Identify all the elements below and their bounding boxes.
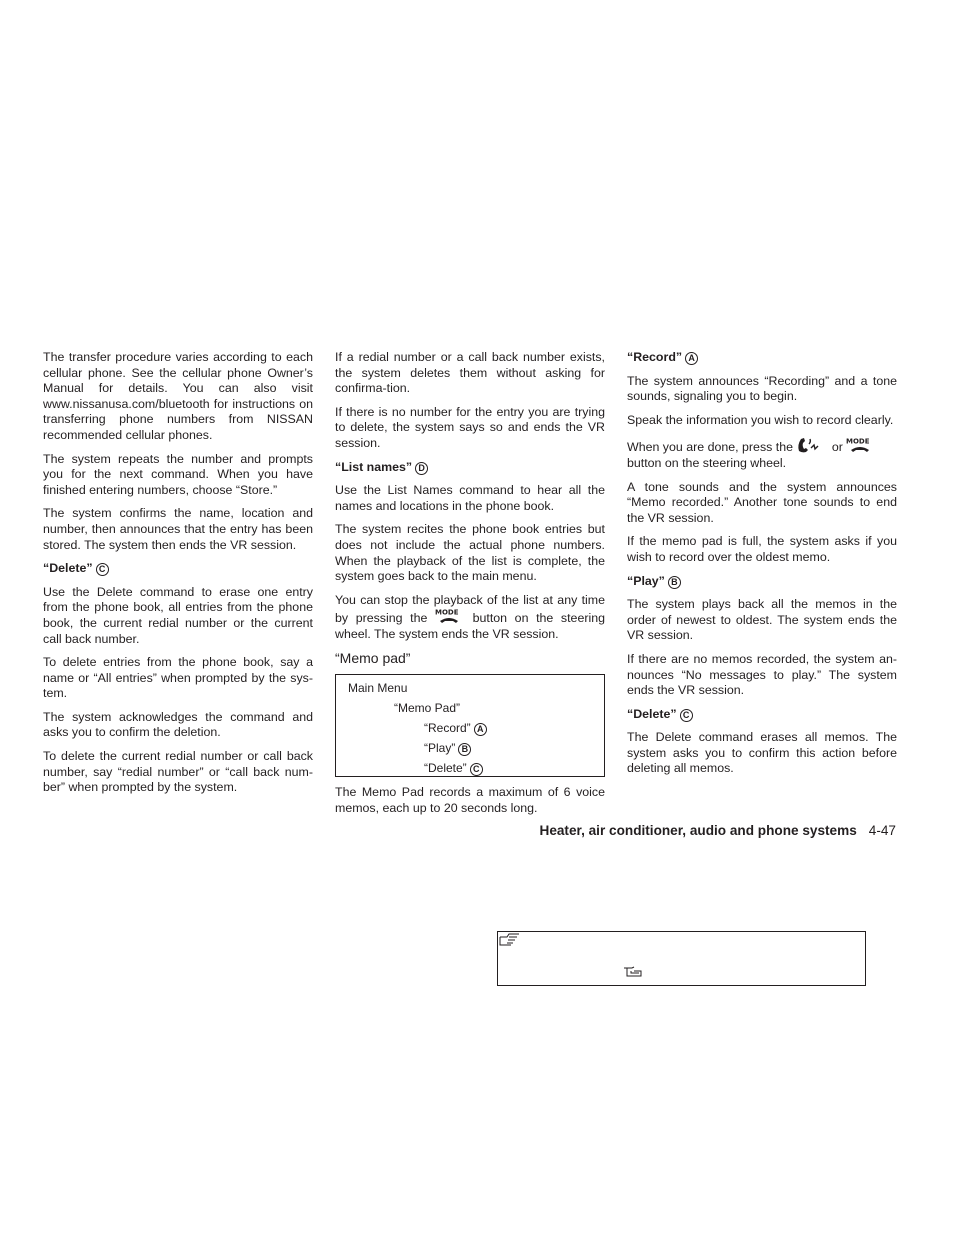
delete-redial-paragraph: To delete the current redial number or call back number, say “redial number” or “call back num-ber” when prompted by the system.	[43, 749, 313, 795]
memo-pad-title: “Memo pad”	[335, 649, 411, 666]
menu-play-label: “Play”	[424, 741, 456, 756]
list-names-heading	[335, 460, 605, 476]
memo-full-paragraph: If the memo pad is full, the system asks if you wish to record over the oldest memo.	[627, 534, 897, 564]
list-names-paragraph: Use the List Names command to hear all the names and locations in the phone book.	[335, 483, 605, 513]
mode-phone-button-icon	[435, 608, 465, 624]
delete-memo-heading-text: “Delete”	[627, 706, 677, 721]
press-button-or: or	[831, 440, 843, 455]
play-heading-text: “Play”	[627, 573, 665, 588]
pointing-hand-icon	[623, 966, 643, 978]
column-right	[627, 350, 897, 785]
menu-record	[348, 718, 604, 738]
press-button-text-b: button on the steering wheel.	[627, 455, 787, 470]
press-button-text-a: When you are done, press the	[627, 440, 793, 455]
menu-main: Main Menu	[348, 681, 408, 696]
page-footer	[400, 822, 896, 840]
delete-heading	[43, 561, 313, 577]
playback-paragraph: The system plays back all the memos in the order of newest to oldest. The system ends the VR session.	[627, 597, 897, 643]
delete-memos-paragraph: The Delete command erases all memos. The system asks you to confirm this action before deleting all memos.	[627, 730, 897, 776]
delete-command-paragraph: Use the Delete command to erase one entry from the phone book, all entries from the phone book, the current redial number or the current call back number.	[43, 584, 313, 646]
menu-play	[348, 738, 604, 758]
marker-a-icon: A	[685, 352, 698, 365]
column-left	[43, 350, 313, 804]
recording-paragraph: The system announces “Recording” and a tone sounds, signaling you to begin.	[627, 373, 897, 404]
no-number-paragraph: If there is no number for the entry you are trying to delete, the system says so and ends the VR session.	[335, 404, 605, 450]
stop-playback-text-b: button on the steering wheel. The system ends the VR session.	[335, 611, 605, 641]
delete-memo-heading	[627, 707, 897, 723]
pointing-hand-icon	[499, 933, 521, 947]
page-number: 4-47	[868, 823, 896, 838]
svg-text:MODE: MODE	[846, 437, 870, 446]
record-heading-text: “Record”	[627, 350, 683, 364]
marker-b-icon: B	[458, 743, 471, 756]
talk-phone-button-icon	[796, 436, 820, 454]
marker-c-icon: C	[680, 709, 693, 722]
delete-heading-text: “Delete”	[43, 561, 93, 576]
marker-d-icon: D	[415, 462, 428, 475]
record-heading	[627, 350, 897, 366]
menu-delete-label: “Delete”	[424, 761, 467, 776]
menu-delete	[348, 758, 604, 778]
recite-paragraph: The system recites the phone book entries but does not include the actual phone numbers. When the playback of the list is complete, the system goes back to the main menu.	[335, 522, 605, 584]
svg-text:MODE: MODE	[435, 608, 459, 617]
play-heading	[627, 574, 897, 590]
no-memos-paragraph: If there are no memos recorded, the system an-nounces “No messages to play.” The system ends the VR session.	[627, 651, 897, 698]
repeat-paragraph: The system repeats the number and prompts you for the next command. When you have finished entering numbers, choose “Store.”	[43, 451, 313, 497]
marker-a-icon: A	[474, 723, 487, 736]
marker-c-icon: C	[96, 563, 109, 576]
tone-paragraph: A tone sounds and the system announces “Memo recorded.” Another tone sounds to end the VR session.	[627, 479, 897, 525]
column-middle	[335, 350, 605, 824]
menu-memo-pad: “Memo Pad”	[394, 701, 461, 716]
confirm-paragraph: The system confirms the name, location and number, then announces that the entry has been stored. The system then ends the VR session.	[43, 506, 313, 552]
mode-phone-button-icon	[846, 437, 876, 453]
transfer-paragraph: The transfer procedure varies according to each cellular phone. See the cellular phone Owner’s Manual for details. You can also visit www.nissanusa.com/bluetooth for instructions on transferring phone numbers from NISSAN recommended cellular phones.	[43, 350, 313, 442]
press-button-paragraph	[627, 436, 897, 471]
menu-record-label: “Record”	[424, 721, 471, 736]
speak-paragraph: Speak the information you wish to record clearly.	[627, 412, 894, 427]
marker-b-icon: B	[668, 576, 681, 589]
memo-menu-box	[335, 674, 605, 777]
stop-playback-paragraph	[335, 593, 605, 643]
delete-entries-paragraph: To delete entries from the phone book, say a name or “All entries” when prompted by the sys-tem.	[43, 655, 313, 701]
acknowledge-paragraph: The system acknowledges the command and asks you to confirm the deletion.	[43, 709, 313, 740]
note-box	[497, 931, 866, 986]
stop-playback-text-a: You can stop the playback of the list at any time by pressing the	[335, 592, 605, 626]
redial-exists-paragraph: If a redial number or a call back number exists, the system deletes them without asking for confirma-tion.	[335, 350, 605, 396]
marker-c-icon: C	[470, 763, 483, 776]
footer-section-title: Heater, air conditioner, audio and phone systems	[539, 823, 857, 838]
memo-capacity-paragraph: The Memo Pad records a maximum of 6 voice memos, each up to 20 seconds long.	[335, 785, 605, 815]
list-names-heading-text: “List names”	[335, 459, 413, 474]
